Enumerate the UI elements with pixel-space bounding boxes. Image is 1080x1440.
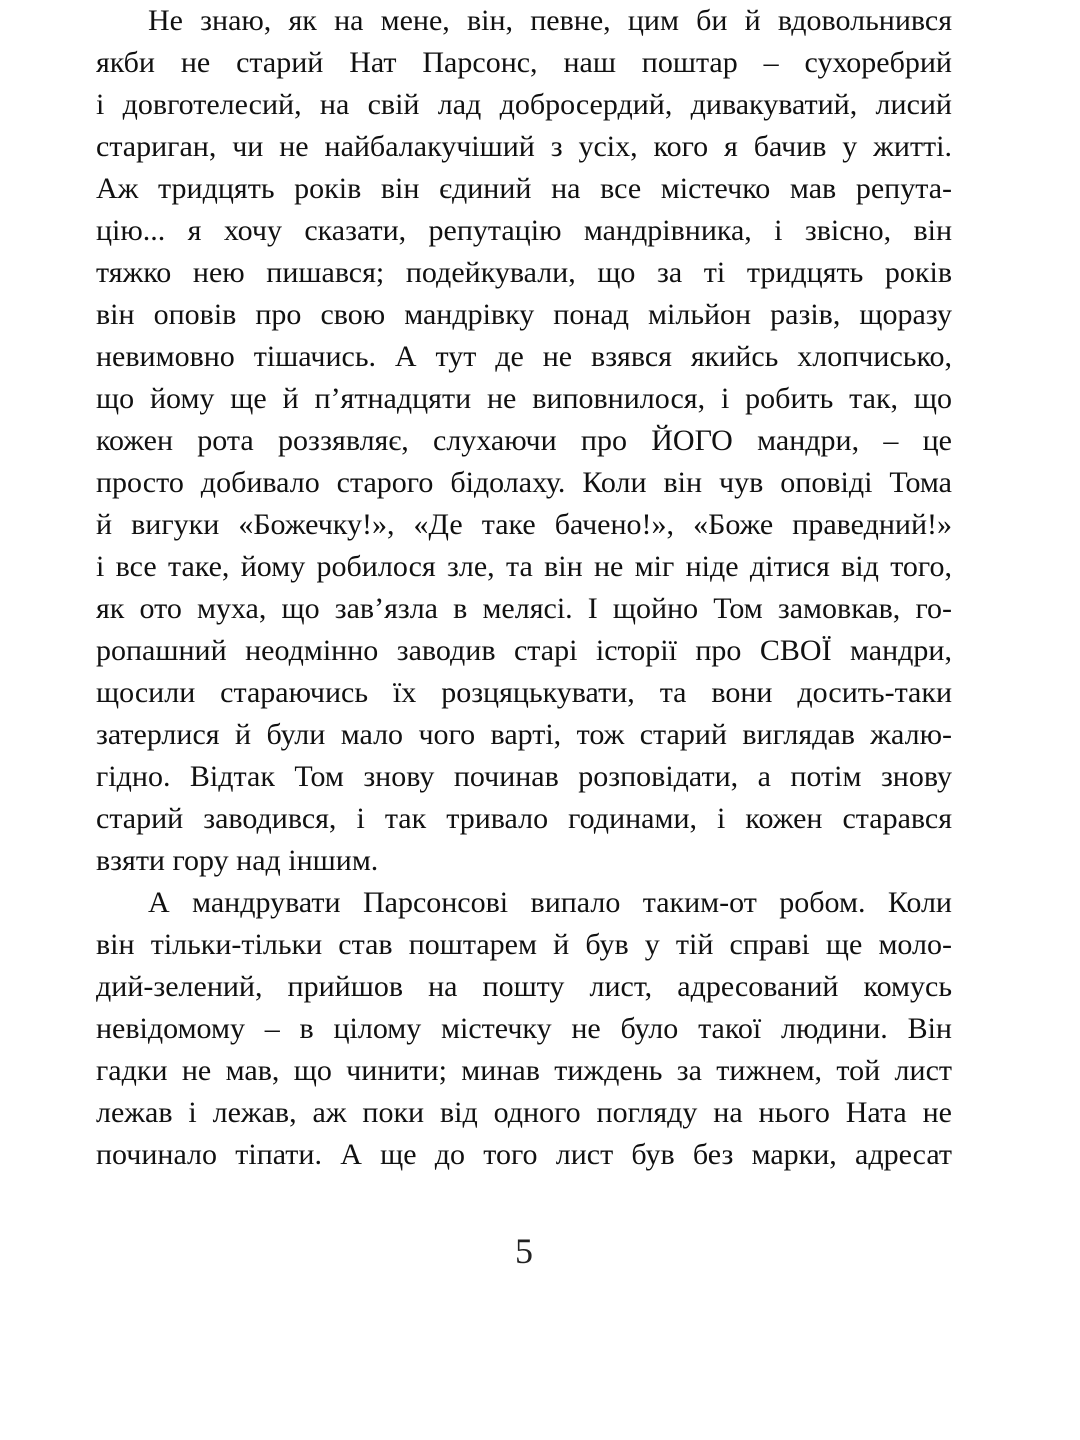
text-line: кожен рота роззявляє, слухаючи про ЙОГО мандри, – це	[96, 424, 952, 457]
text-line: невимовно тішачись. А тут де не взявся якийсь хлопчисько,	[96, 340, 952, 373]
text-line: ропашний неодмінно заводив старі історії про СВОЇ мандри,	[96, 634, 952, 667]
text-line: стариган, чи не найбалакучіший з усіх, кого я бачив у житті.	[96, 130, 952, 163]
text-line: він тільки-тільки став поштарем й був у тій справі ще моло-	[96, 928, 952, 961]
text-line: гадки не мав, що чинити; минав тиждень за тижнем, той лист	[96, 1054, 952, 1087]
text-line: затерлися й були мало чого варті, тож старий виглядав жалю-	[96, 718, 952, 751]
text-line: щосили стараючись їх розцяцькувати, та вони досить-таки	[96, 676, 952, 709]
book-page	[96, 0, 952, 1440]
text-line: дий-зелений, прийшов на пошту лист, адресований комусь	[96, 970, 952, 1003]
text-line: старий заводився, і так тривало годинами, і кожен старався	[96, 802, 952, 835]
text-line: він оповів про свою мандрівку понад мільйон разів, щоразу	[96, 298, 952, 331]
text-line: і все таке, йому робилося зле, та він не міг ніде дітися від того,	[96, 550, 952, 583]
text-line: цію... я хочу сказати, репутацію мандрівника, і звісно, він	[96, 214, 952, 247]
text-line: лежав і лежав, аж поки від одного погляду на нього Ната не	[96, 1096, 952, 1129]
text-line: як ото муха, що зав’язла в мелясі. І щойно Том замовкав, го-	[96, 592, 952, 625]
page-number: 5	[515, 1231, 533, 1271]
text-line: і довготелесий, на свій лад добросердий, дивакуватий, лисий	[96, 88, 952, 121]
text-line: гідно. Відтак Том знову починав розповідати, а потім знову	[96, 760, 952, 793]
text-line: починало тіпати. А ще до того лист був без марки, адресат	[96, 1138, 952, 1171]
text-line: Не знаю, як на мене, він, певне, цим би й вдовольнився	[148, 4, 952, 37]
text-line: й вигуки «Божечку!», «Де таке бачено!», «Боже праведний!»	[96, 508, 952, 541]
text-line: просто добивало старого бідолаху. Коли він чув оповіді Тома	[96, 466, 952, 499]
text-line: А мандрувати Парсонсові випало таким-от робом. Коли	[148, 886, 952, 919]
text-line: тяжко нею пишався; подейкували, що за ті тридцять років	[96, 256, 952, 289]
text-line: Аж тридцять років він єдиний на все містечко мав репута-	[96, 172, 952, 205]
paragraph-end-line: взяти гору над іншим.	[96, 844, 379, 877]
text-line: що йому ще й п’ятнадцяти не виповнилося, і робить так, що	[96, 382, 952, 415]
text-line: якби не старий Нат Парсонс, наш поштар – сухоребрий	[96, 46, 952, 79]
text-line: невідомому – в цілому містечку не було такої людини. Він	[96, 1012, 952, 1045]
